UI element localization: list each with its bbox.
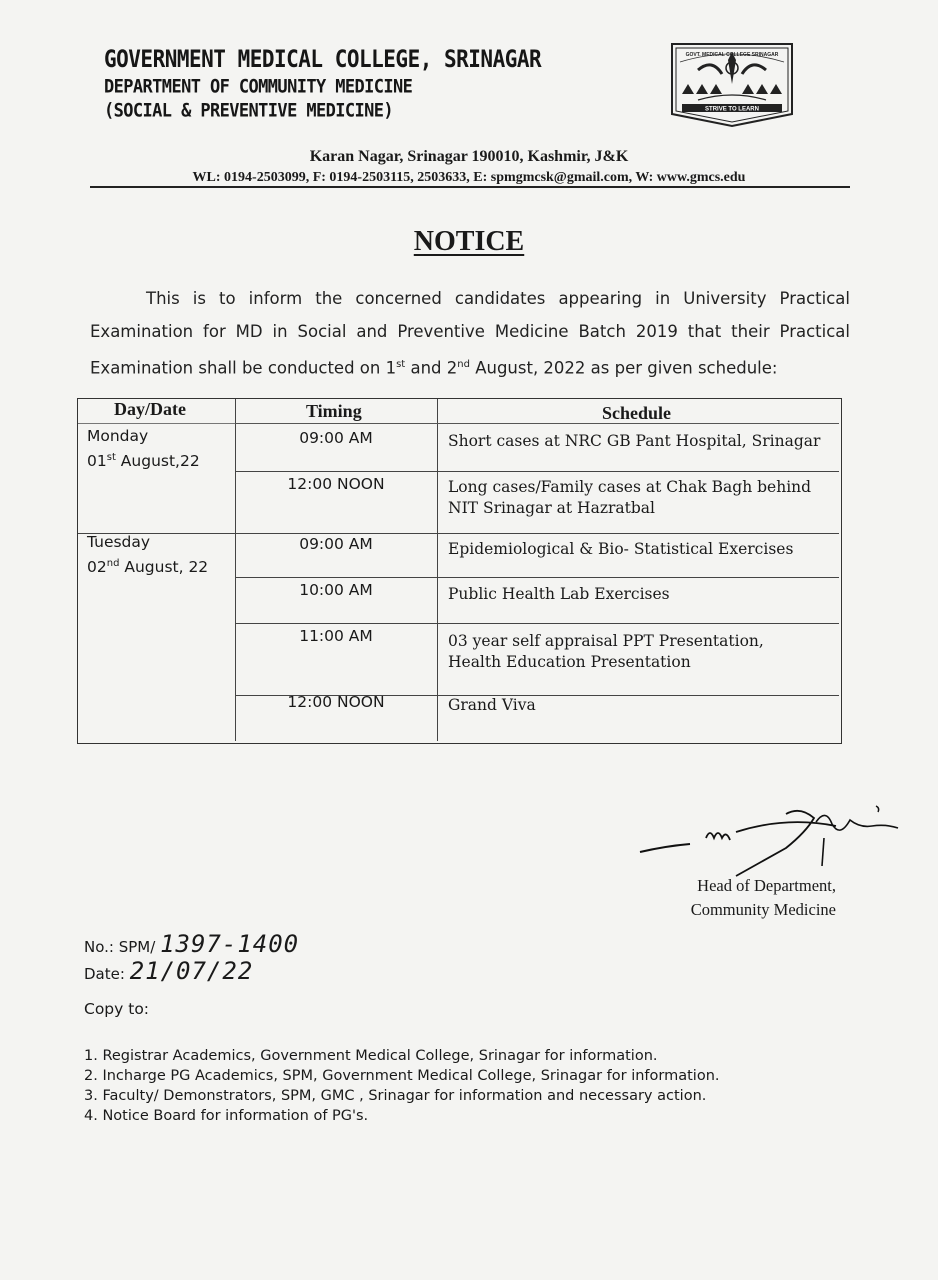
header-day-date: Day/Date xyxy=(114,399,186,419)
signatory-title: Head of Department, xyxy=(697,876,836,895)
header-timing: Timing xyxy=(306,401,362,421)
reference-no-value: 1397-1400 xyxy=(160,930,300,958)
svg-text:GOVT. MEDICAL COLLEGE SRINAGAR: GOVT. MEDICAL COLLEGE SRINAGAR xyxy=(685,52,779,58)
timing-cell: 09:00 AM xyxy=(299,429,373,447)
signatory-block xyxy=(650,874,836,922)
reference-block xyxy=(84,932,299,986)
list-item: 1. Registrar Academics, Government Medical College, Srinagar for information. xyxy=(84,1048,658,1064)
timing-cell: 09:00 AM xyxy=(299,535,373,553)
header-schedule: Schedule xyxy=(602,403,672,423)
schedule-table xyxy=(77,398,842,744)
svg-text:STRIVE TO LEARN: STRIVE TO LEARN xyxy=(705,106,759,113)
schedule-cell: Public Health Lab Exercises xyxy=(448,585,670,603)
reference-date-label: Date: xyxy=(84,965,125,983)
department-name: DEPARTMENT OF COMMUNITY MEDICINE xyxy=(104,76,413,99)
notice-body: This is to inform the concerned candidates appearing in University Practical Examination for MD in Social and Preventive Medicine Batch 2019 that their Practical Examination shall be conducted on 1st and 2nd August, 2022 as per given schedule: xyxy=(90,289,850,378)
college-name: GOVERNMENT MEDICAL COLLEGE, SRINAGAR xyxy=(104,45,542,73)
schedule-cell: Grand Viva xyxy=(448,696,536,714)
schedule-cell: Long cases/Family cases at Chak Bagh behind NIT Srinagar at Hazratbal xyxy=(448,478,812,517)
copy-to-label: Copy to: xyxy=(84,1000,150,1018)
timing-cell: 11:00 AM xyxy=(299,627,373,645)
timing-cell: 12:00 NOON xyxy=(287,693,385,711)
day-cell-monday: Monday 01st August,22 xyxy=(87,427,200,471)
list-item: 3. Faculty/ Demonstrators, SPM, GMC , Srinagar for information and necessary action. xyxy=(84,1088,707,1104)
schedule-cell: Epidemiological & Bio- Statistical Exercises xyxy=(448,540,794,558)
contact-line: WL: 0194-2503099, F: 0194-2503115, 2503633, E: spmgmcsk@gmail.com, W: www.gmcs.edu xyxy=(192,170,746,185)
notice-title: NOTICE xyxy=(413,226,525,257)
reference-date-value: 21/07/22 xyxy=(129,957,254,985)
letterhead xyxy=(104,44,541,122)
copy-to-list xyxy=(84,1046,720,1126)
schedule-cell: 03 year self appraisal PPT Presentation, Health Education Presentation xyxy=(448,632,764,671)
signature-icon xyxy=(636,798,916,878)
timing-cell: 10:00 AM xyxy=(299,581,373,599)
day-cell-tuesday: Tuesday 02nd August, 22 xyxy=(87,533,209,577)
header-divider xyxy=(90,186,850,188)
signatory-department: Community Medicine xyxy=(690,900,836,919)
subdepartment-name: (SOCIAL & PREVENTIVE MEDICINE) xyxy=(104,100,394,123)
schedule-cell: Short cases at NRC GB Pant Hospital, Srinagar xyxy=(448,432,821,450)
address-line: Karan Nagar, Srinagar 190010, Kashmir, J&K xyxy=(309,148,629,165)
college-emblem-icon xyxy=(668,40,796,128)
reference-no-label: No.: SPM/ xyxy=(84,938,156,956)
list-item: 4. Notice Board for information of PG's. xyxy=(84,1108,369,1124)
timing-cell: 12:00 NOON xyxy=(287,475,385,493)
list-item: 2. Incharge PG Academics, SPM, Government Medical College, Srinagar for information. xyxy=(84,1068,720,1084)
